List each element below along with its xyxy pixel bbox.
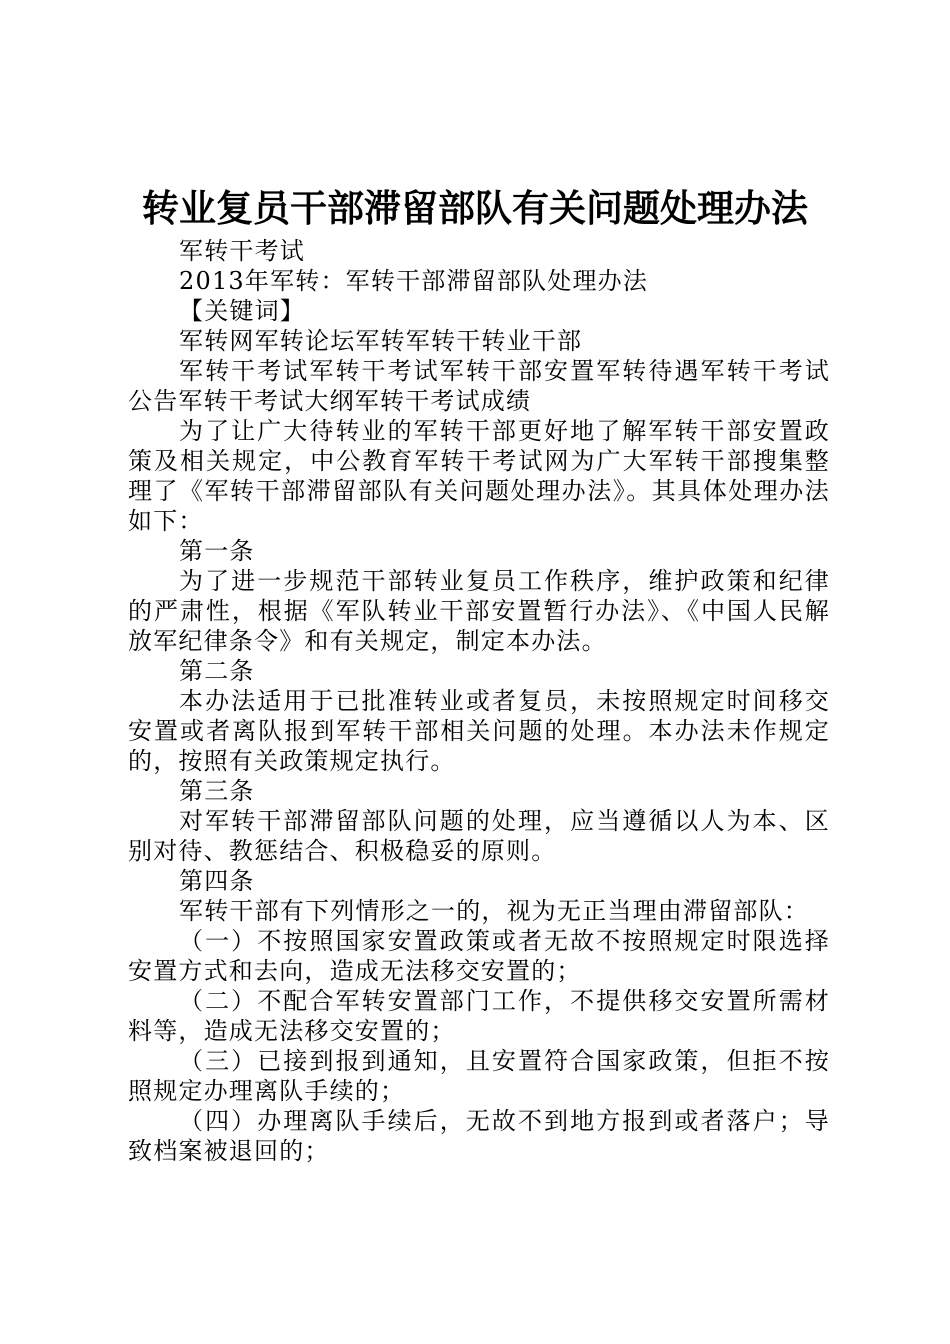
article-4-item-2: （二）不配合军转安置部门工作，不提供移交安置所需材料等，造成无法移交安置的； — [128, 987, 830, 1045]
article-1-text: 为了进一步规范干部转业复员工作秩序，维护政策和纪律的严肃性，根据《军队转业干部安置暂行办法》、《中国人民解放军纪律条令》和有关规定，制定本办法。 — [128, 567, 830, 655]
document-body — [128, 236, 830, 1166]
article-1-heading: 第一条 — [179, 537, 255, 565]
article-3-heading: 第三条 — [179, 777, 255, 805]
article-4-heading: 第四条 — [179, 867, 255, 895]
article-3-text: 对军转干部滞留部队问题的处理，应当遵循以人为本、区别对待、教惩结合、积极稳妥的原则。 — [128, 807, 830, 865]
article-4-item-1: （一）不按照国家安置政策或者无故不按照规定时限选择安置方式和去向，造成无法移交安置的； — [128, 927, 830, 985]
paragraph-keywords-1: 军转网军转论坛军转军转干转业干部 — [179, 327, 583, 355]
article-4-item-4: （四）办理离队手续后，无故不到地方报到或者落户；导致档案被退回的； — [128, 1107, 830, 1165]
article-4-text: 军转干部有下列情形之一的，视为无正当理由滞留部队： — [179, 897, 809, 925]
article-2-heading: 第二条 — [179, 657, 255, 685]
paragraph-subtitle: 2013年军转：军转干部滞留部队处理办法 — [179, 267, 649, 295]
paragraph-keywords-heading: 【关键词】 — [179, 297, 305, 325]
article-4-item-3: （三）已接到报到通知，且安置符合国家政策，但拒不按照规定办理离队手续的； — [128, 1047, 830, 1105]
document-title: 转业复员干部滞留部队有关问题处理办法 — [142, 186, 808, 230]
paragraph-keywords-2: 军转干考试军转干考试军转干部安置军转待遇军转干考试公告军转干考试大纲军转干考试成绩 — [128, 357, 830, 415]
article-2-text: 本办法适用于已批准转业或者复员，未按照规定时间移交安置或者离队报到军转干部相关问题的处理。本办法未作规定的，按照有关政策规定执行。 — [128, 687, 830, 775]
paragraph-exam-label: 军转干考试 — [179, 237, 305, 265]
paragraph-intro: 为了让广大待转业的军转干部更好地了解军转干部安置政策及相关规定，中公教育军转干考试网为广大军转干部搜集整理了《军转干部滞留部队有关问题处理办法》。其具体处理办法如下： — [128, 417, 830, 535]
